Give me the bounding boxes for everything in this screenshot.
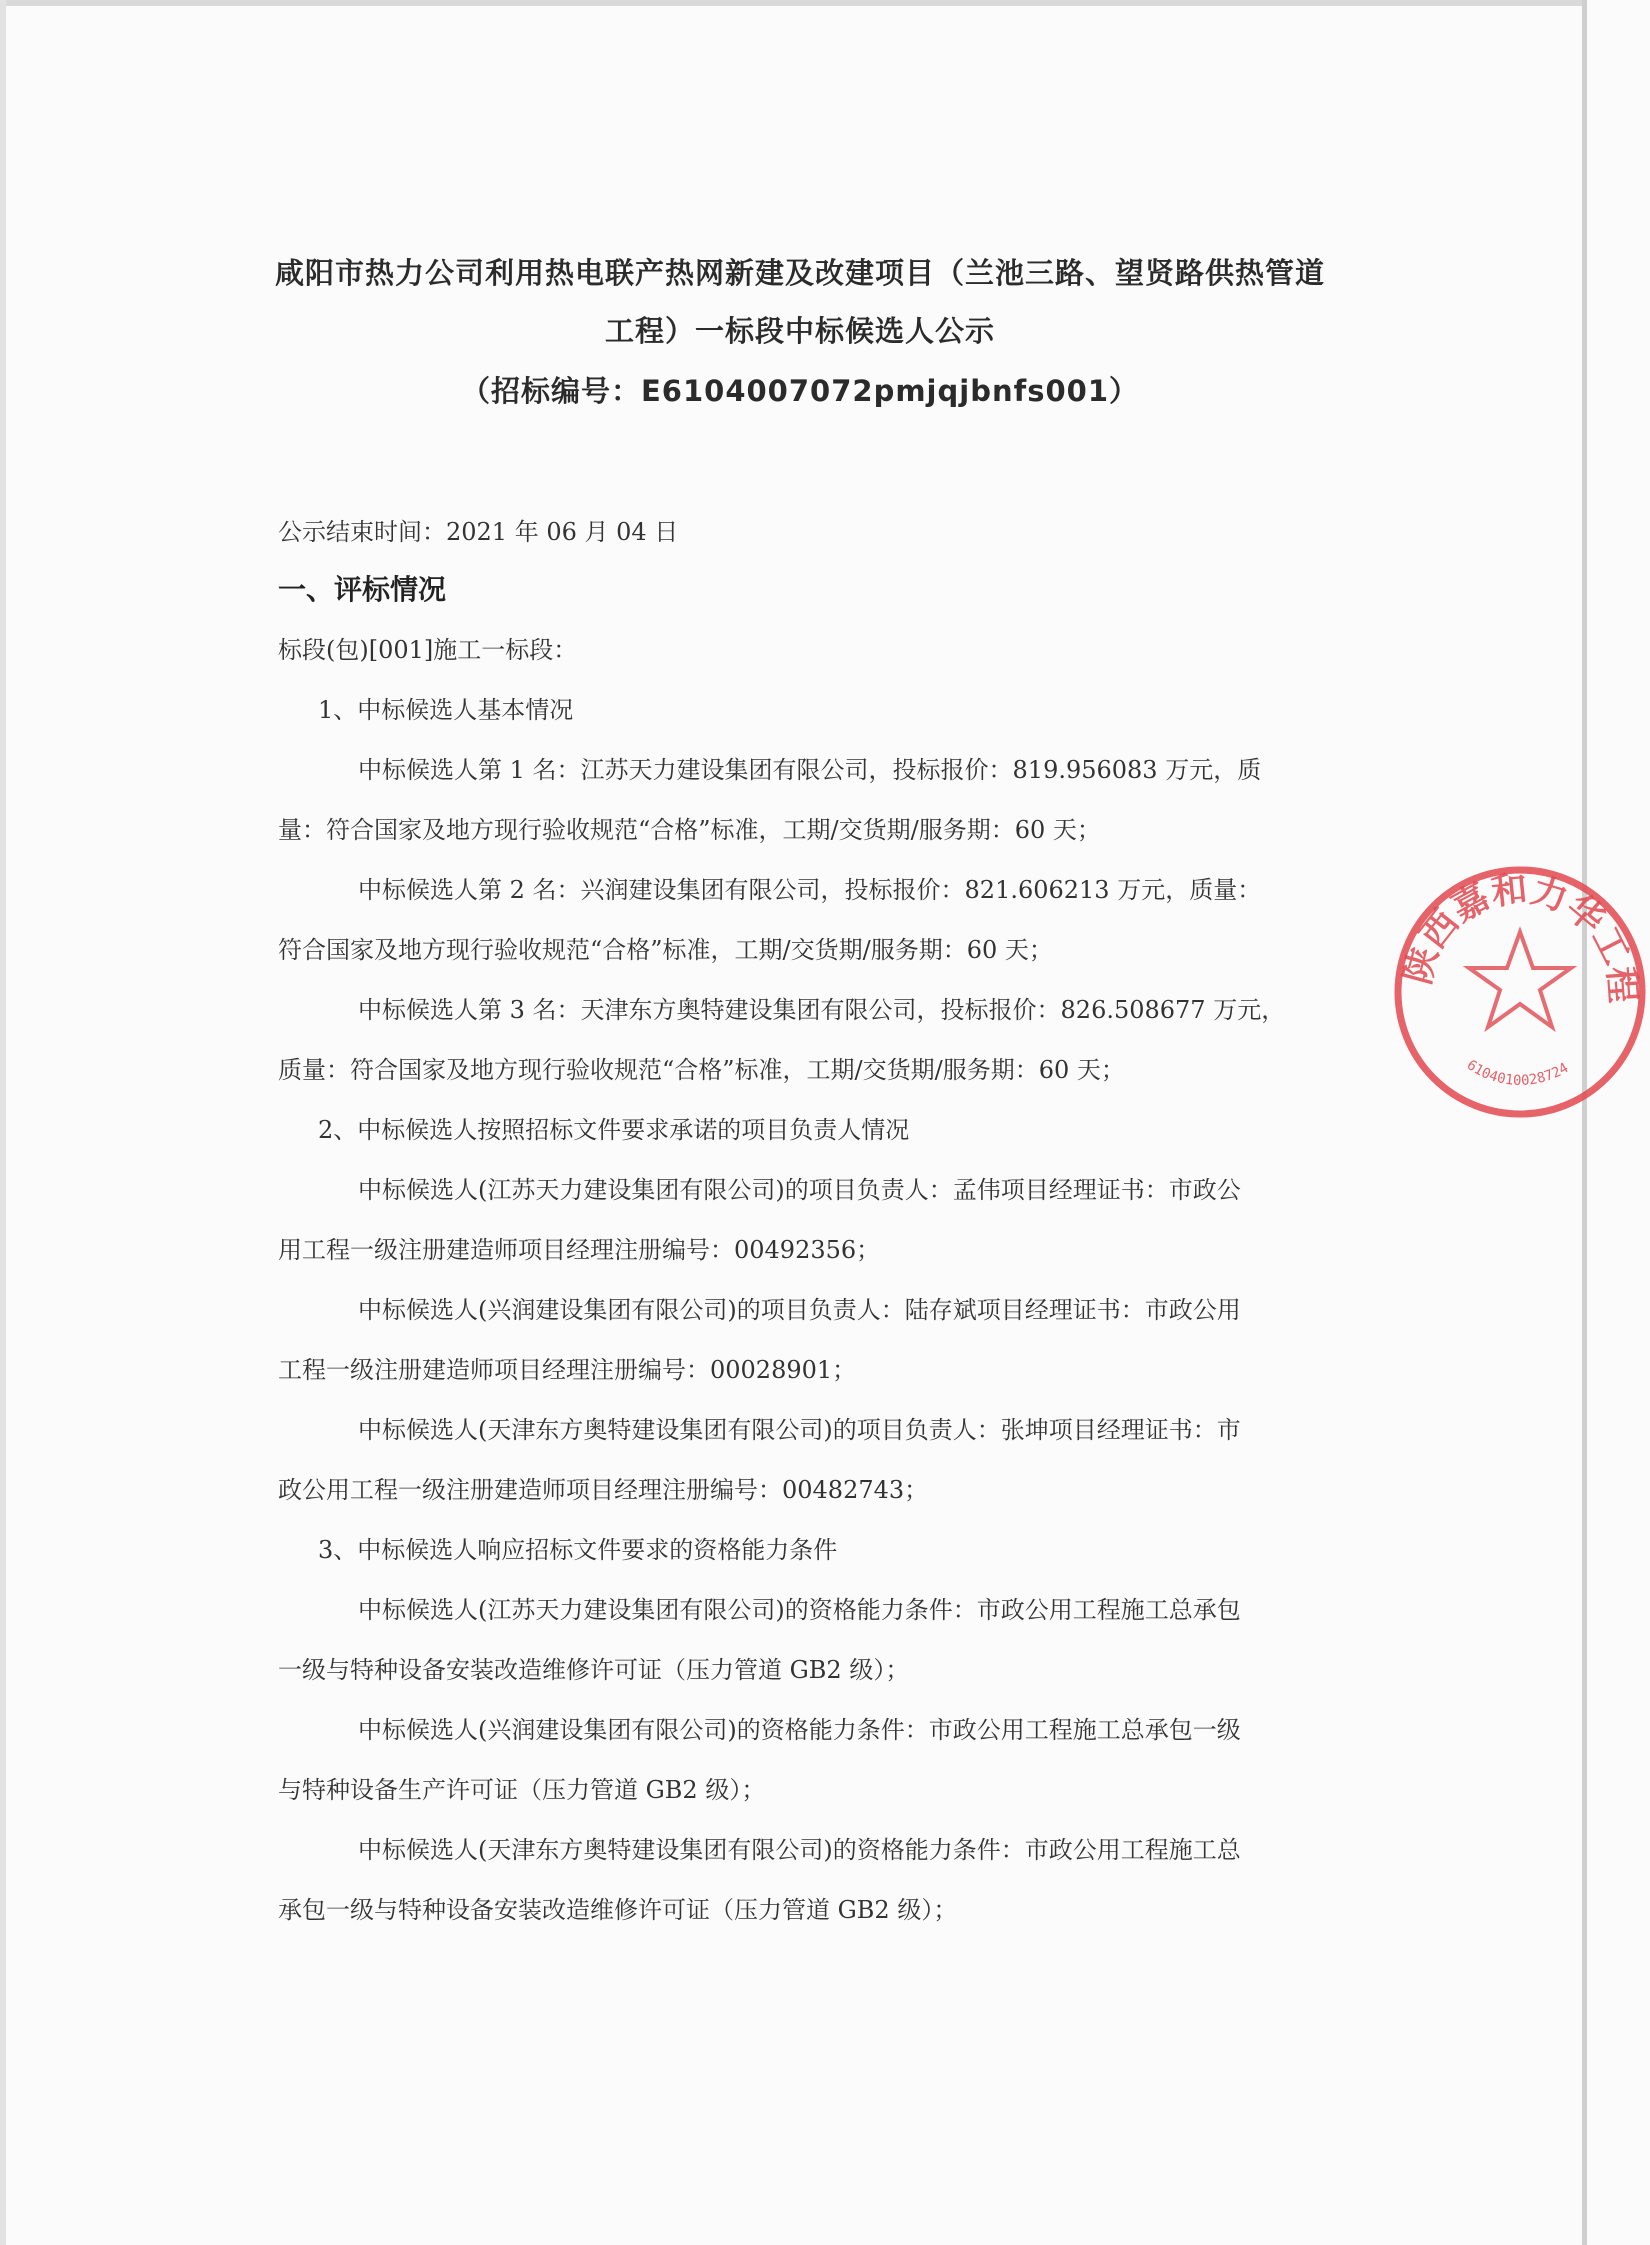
announce-end-date: 公示结束时间：2021 年 06 月 04 日	[278, 518, 679, 546]
subheading-qualification: 3、中标候选人响应招标文件要求的资格能力条件	[318, 1536, 838, 1564]
scan-border-left	[0, 0, 6, 2245]
candidate-2-line-1: 中标候选人第 2 名：兴润建设集团有限公司，投标报价：821.606213 万元，质量：	[358, 876, 1262, 904]
pm-1-line-1: 中标候选人(江苏天力建设集团有限公司)的项目负责人：孟伟项目经理证书：市政公	[358, 1176, 1241, 1204]
seal-number-text: 6104010028724	[1463, 1057, 1572, 1090]
pm-1-line-2: 用工程一级注册建造师项目经理注册编号：00492356；	[278, 1236, 881, 1264]
qualification-3-line-2: 承包一级与特种设备安装改造维修许可证（压力管道 GB2 级）；	[278, 1896, 958, 1924]
title-line-1: 咸阳市热力公司利用热电联产热网新建及改建项目（兰池三路、望贤路供热管道	[274, 256, 1325, 290]
candidate-3-line-1: 中标候选人第 3 名：天津东方奥特建设集团有限公司，投标报价：826.508677 万元，	[358, 996, 1286, 1024]
section-heading-evaluation: 一、评标情况	[278, 573, 447, 606]
scan-border-top	[0, 0, 1587, 6]
qualification-2-line-2: 与特种设备生产许可证（压力管道 GB2 级）；	[278, 1776, 766, 1804]
seal-star-icon	[1469, 932, 1571, 1027]
qualification-2-line-1: 中标候选人(兴润建设集团有限公司)的资格能力条件：市政公用工程施工总承包一级	[358, 1716, 1241, 1744]
seal-company-text: 陕西嘉和力华工程	[1397, 868, 1643, 1005]
pm-2-line-2: 工程一级注册建造师项目经理注册编号：00028901；	[278, 1356, 857, 1384]
qualification-1-line-1: 中标候选人(江苏天力建设集团有限公司)的资格能力条件：市政公用工程施工总承包	[358, 1596, 1241, 1624]
tender-number: （招标编号：E6104007072pmjqjbnfs001）	[460, 374, 1140, 408]
candidate-1-line-1: 中标候选人第 1 名：江苏天力建设集团有限公司，投标报价：819.956083 万元，质	[358, 756, 1262, 784]
candidate-3-line-2: 质量：符合国家及地方现行验收规范“合格”标准，工期/交货期/服务期：60 天；	[278, 1056, 1125, 1084]
title-line-2: 工程）一标段中标候选人公示	[604, 314, 995, 348]
candidate-1-line-2: 量：符合国家及地方现行验收规范“合格”标准，工期/交货期/服务期：60 天；	[278, 816, 1101, 844]
subheading-basic-info: 1、中标候选人基本情况	[318, 696, 574, 724]
company-seal-stamp	[1390, 862, 1650, 1122]
svg-text:6104010028724	[1464, 1057, 1572, 1089]
qualification-1-line-2: 一级与特种设备安装改造维修许可证（压力管道 GB2 级）；	[278, 1656, 910, 1684]
lot-line: 标段(包)[001]施工一标段：	[278, 636, 578, 664]
candidate-2-line-2: 符合国家及地方现行验收规范“合格”标准，工期/交货期/服务期：60 天；	[278, 936, 1053, 964]
subheading-project-manager: 2、中标候选人按照招标文件要求承诺的项目负责人情况	[318, 1116, 910, 1144]
qualification-3-line-1: 中标候选人(天津东方奥特建设集团有限公司)的资格能力条件：市政公用工程施工总	[358, 1836, 1241, 1864]
pm-2-line-1: 中标候选人(兴润建设集团有限公司)的项目负责人：陆存斌项目经理证书：市政公用	[358, 1296, 1241, 1324]
pm-3-line-2: 政公用工程一级注册建造师项目经理注册编号：00482743；	[278, 1476, 929, 1504]
scan-border-right	[1582, 0, 1587, 2245]
pm-3-line-1: 中标候选人(天津东方奥特建设集团有限公司)的项目负责人：张坤项目经理证书：市	[358, 1416, 1241, 1444]
